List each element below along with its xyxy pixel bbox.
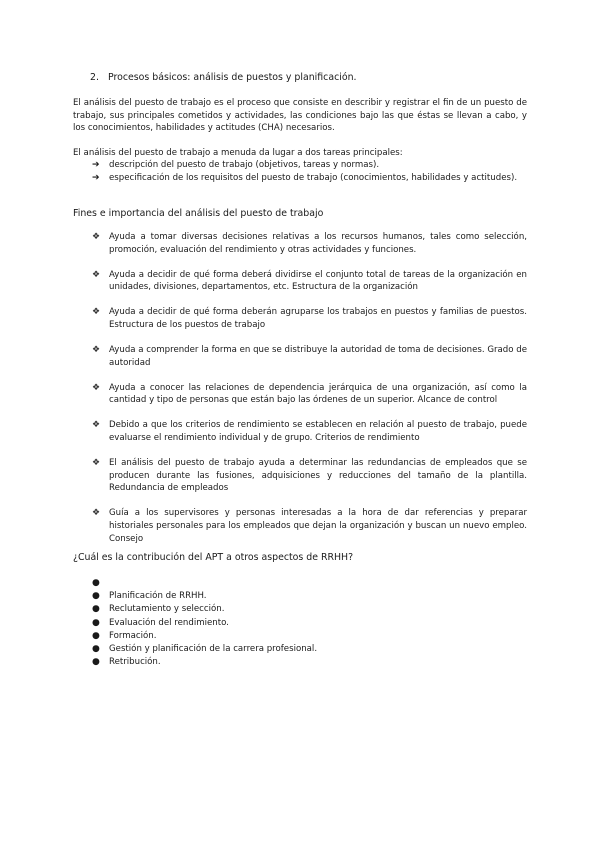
definition-paragraph: El análisis del puesto de trabajo es el proceso que consiste en describir y registrar el fin de un puesto de trabajo, sus principales cometidos y actividades, las condiciones bajo las que éstas se llevan a cabo, y los conocimientos, habilidades y actitudes (CHA) necesarios. [73,98,527,134]
diamond-bullet-icon: ❖ [92,269,101,280]
list-item: ➔ descripción del puesto de trabajo (objetivos, tareas y normas). [92,160,380,170]
list-item: ❖ El análisis del puesto de trabajo ayuda a determinar las redundancias de empleados que se producen durante las fusiones, adquisiciones y reducciones del tamaño de la plantilla. Redundancia de empleados [92,458,527,494]
diamond-bullet-icon: ❖ [92,420,101,431]
list-item: ● Evaluación del rendimiento. [92,617,229,628]
list-item: ❖ Debido a que los criterios de rendimiento se establecen en relación al puesto de trabajo, puede evaluarse el rendimiento individual y de grupo. Criterios de rendimiento [92,420,527,444]
section-title: Procesos básicos: análisis de puestos y planificación. [108,72,357,83]
diamond-bullet-icon: ❖ [92,382,101,393]
arrow-icon: ➔ [92,160,100,170]
list-item: ● Planificación de RRHH. [92,591,207,602]
bullet-icon: ● [92,630,100,641]
list-item [92,577,512,590]
diamond-bullet-icon: ❖ [92,232,101,242]
diamond-bullet-icon: ❖ [92,508,101,519]
list-item: ❖ Guía a los supervisores y personas interesadas a la hora de dar referencias y preparar historiales personales para los empleados que dejan la organización y buscan un nuevo empleo. Consejo [92,508,527,544]
section-number: 2. [90,72,99,83]
list-item: ❖ Ayuda a conocer las relaciones de dependencia jerárquica de una organización, así como la cantidad y tipo de personas que están bajo las órdenes de un superior. Alcance de control [92,382,527,406]
section-heading [90,72,357,85]
bullet-icon: ● [92,604,100,615]
tasks-list [92,159,527,184]
purposes-heading: Fines e importancia del análisis del puesto de trabajo [73,208,324,219]
tasks-intro-paragraph: El análisis del puesto de trabajo a menuda da lugar a dos tareas principales: [73,148,403,158]
list-item: ❖ Ayuda a tomar diversas decisiones relativas a los recursos humanos, tales como selección, promoción, evaluación del rendimiento y otras actividades y funciones. [92,232,527,255]
list-item: ❖ Ayuda a decidir de qué forma deberán agruparse los trabajos en puestos y familias de puestos. Estructura de los puestos de trabajo [92,307,527,330]
bullet-icon: ● [92,657,100,668]
purposes-list [92,231,527,558]
list-item: ➔ especificación de los requisitos del puesto de trabajo (conocimientos, habilidades y actitudes). [92,172,518,183]
arrow-icon: ➔ [92,172,100,183]
list-item: ● Gestión y planificación de la carrera profesional. [92,643,318,654]
diamond-bullet-icon: ❖ [92,345,101,356]
diamond-bullet-icon: ❖ [92,307,101,318]
contribution-question: ¿Cuál es la contribución del APT a otros aspectos de RRHH? [73,552,354,563]
list-item: ❖ Ayuda a comprender la forma en que se distribuye la autoridad de toma de decisiones. Grado de autoridad [92,345,527,368]
list-item: ❖ Ayuda a decidir de qué forma deberá dividirse el conjunto total de tareas de la organización en unidades, divisiones, departamentos, etc. Estructura de la organización [92,269,527,293]
list-item: ● Formación. [92,630,157,641]
bullet-icon: ● [92,617,100,628]
bullet-icon: ● [92,591,100,602]
list-item: ● Retribución. [92,657,161,668]
contributions-list [92,577,512,669]
list-item: ● Reclutamiento y selección. [92,604,225,615]
bullet-icon: ● [92,578,100,588]
bullet-icon: ● [92,643,100,654]
diamond-bullet-icon: ❖ [92,458,101,469]
